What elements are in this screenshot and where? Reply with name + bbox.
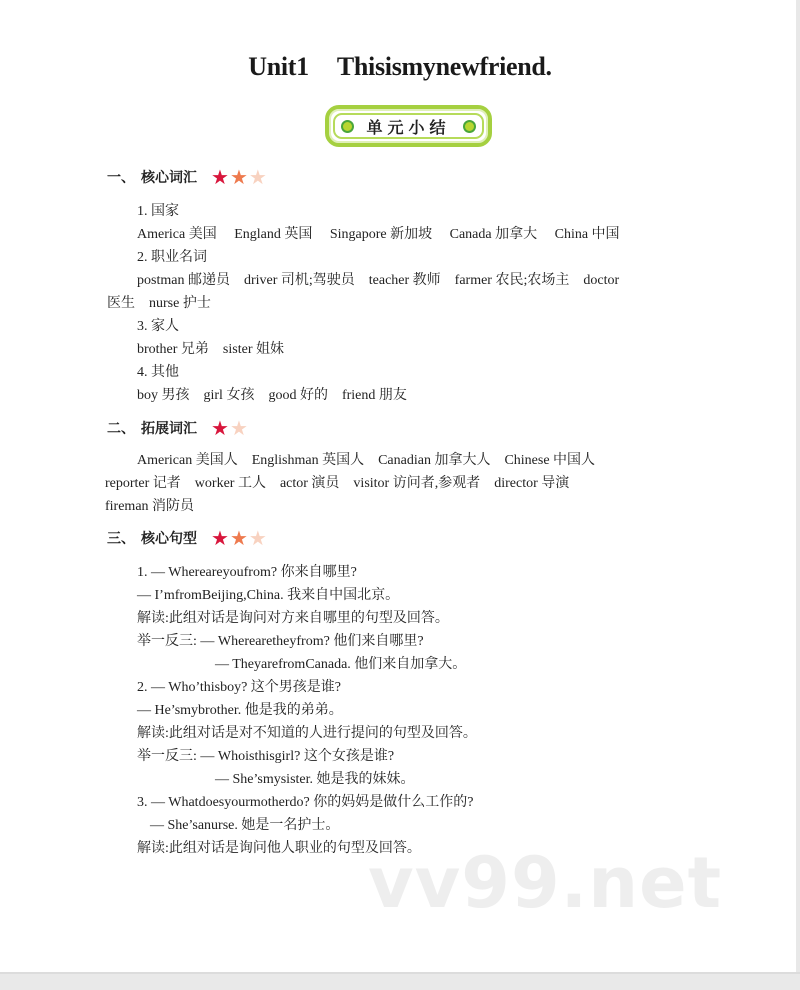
- vocab-line: American 美国人 Englishman 英国人 Canadian 加拿大人 Chinese 中国人: [137, 453, 596, 468]
- star-icon: ★: [229, 526, 248, 550]
- group-label: 1. 国家: [137, 204, 179, 219]
- green-dot-icon: [341, 120, 354, 133]
- difficulty-stars: [211, 528, 267, 548]
- difficulty-stars: [211, 167, 267, 187]
- star-icon: ★: [229, 416, 248, 440]
- sentence-line: — She’smysister. 她是我的妹妹。: [215, 772, 415, 787]
- section-heading-core-sentences: [107, 528, 267, 548]
- sentence-line: 解读:此组对话是询问他人职业的句型及回答。: [137, 841, 421, 856]
- badge-label: 单元小结: [366, 117, 451, 137]
- vocab-line: [137, 226, 634, 244]
- section-number: 一、: [107, 170, 135, 186]
- vocab-item: England 英国: [234, 227, 313, 242]
- vocab-line: 医生 nurse 护士: [107, 296, 211, 311]
- page-bottom-edge: [0, 972, 800, 990]
- vocab-line: reporter 记者 worker 工人 actor 演员 visitor 访问者,参观者 director 导演: [105, 476, 570, 491]
- sentence-line: 3. — Whatdoesyourmotherdo? 你的妈妈是做什么工作的?: [137, 795, 474, 810]
- section-title: 核心词汇: [141, 170, 197, 186]
- vocab-item: Singapore 新加坡: [329, 227, 433, 242]
- star-icon: ★: [211, 526, 229, 550]
- sentence-line: — He’smybrother. 他是我的弟弟。: [137, 703, 343, 718]
- group-label: 2. 职业名词: [137, 250, 207, 265]
- vocab-item: Canada 加拿大: [449, 227, 538, 242]
- section-number: 二、: [107, 421, 135, 437]
- sentence-line: — I’mfromBeijing,China. 我来自中国北京。: [137, 588, 400, 603]
- sentence-line: — TheyarefromCanada. 他们来自加拿大。: [215, 657, 467, 672]
- star-icon: ★: [211, 165, 229, 189]
- unit-summary-badge: [325, 105, 492, 147]
- section-number: 三、: [107, 531, 135, 547]
- vocab-item: China 中国: [554, 227, 620, 242]
- sentence-line: 2. — Who’thisboy? 这个男孩是谁?: [137, 680, 342, 695]
- watermark: vv99.net: [368, 842, 723, 924]
- sentence-line: 举一反三: — Whoisthisgirl? 这个女孩是谁?: [137, 749, 395, 764]
- star-icon: ★: [211, 416, 229, 440]
- sentence-line: 举一反三: — Wherearetheyfrom? 他们来自哪里?: [137, 634, 424, 649]
- section-heading-extended-vocabulary: [107, 418, 248, 438]
- section-title: 核心句型: [141, 531, 197, 547]
- unit-number: Unit1: [248, 52, 309, 81]
- difficulty-stars: [211, 418, 248, 438]
- sentence-line: 解读:此组对话是询问对方来自哪里的句型及回答。: [137, 611, 449, 626]
- sentence-line: — She’sanurse. 她是一名护士。: [150, 818, 340, 833]
- vocab-item: America 美国: [137, 227, 217, 242]
- vocab-line: boy 男孩 girl 女孩 good 好的 friend 朋友: [137, 388, 407, 403]
- sentence-line: 解读:此组对话是对不知道的人进行提问的句型及回答。: [137, 726, 477, 741]
- vocab-line: brother 兄弟 sister 姐妹: [137, 342, 284, 357]
- sentence-line: 1. — Whereareyoufrom? 你来自哪里?: [137, 565, 357, 580]
- star-icon: ★: [248, 526, 267, 550]
- vocab-line: postman 邮递员 driver 司机;驾驶员 teacher 教师 farmer 农民;农场主 doctor: [137, 273, 620, 288]
- page-title: [0, 52, 800, 82]
- vocab-line: fireman 消防员: [105, 499, 195, 514]
- star-icon: ★: [248, 165, 267, 189]
- green-dot-icon: [463, 120, 476, 133]
- unit-title: Thisismynewfriend.: [336, 52, 552, 81]
- section-heading-core-vocabulary: [107, 167, 267, 187]
- star-icon: ★: [229, 165, 248, 189]
- group-label: 3. 家人: [137, 319, 179, 334]
- group-label: 4. 其他: [137, 365, 179, 380]
- section-title: 拓展词汇: [141, 421, 197, 437]
